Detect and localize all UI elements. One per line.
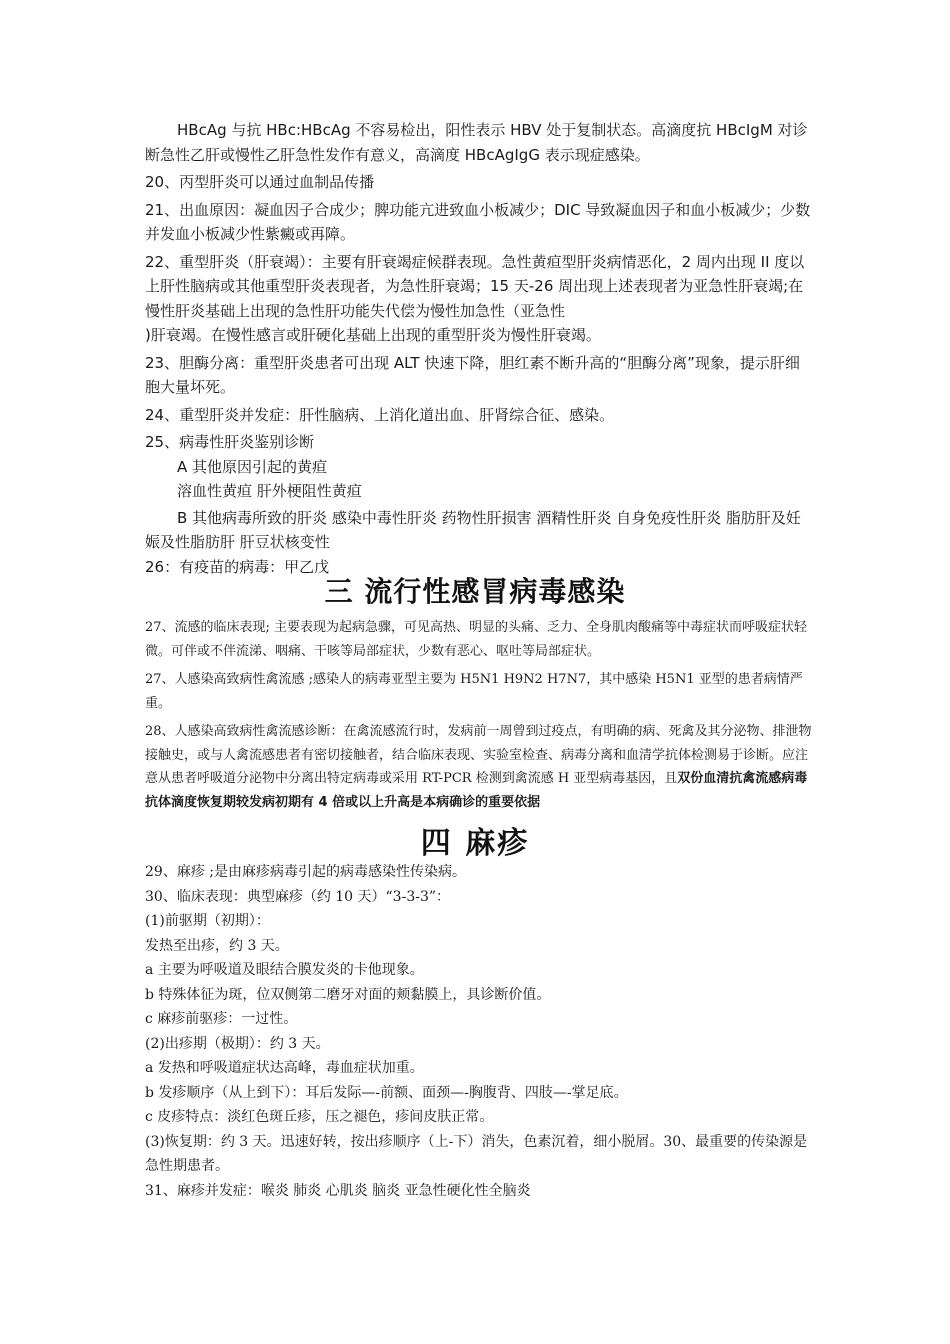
item-28-text: 28、人感染高致病性禽流感诊断：在禽流感流行时，发病前一周曾到过疫点，有明确的病、死禽及其分泌物、排泄物接触史，或与人禽流感患者有密切接触者，结合临床表现、实验室检查、病毒分离和血清学抗体检测易于诊断。应注意从患者呼吸道分泌物中分离出特定病毒或采用 RT-PCR 检测到禽流感 H 亚型病毒基因，且: [145, 724, 812, 786]
item-30: 30、临床表现：典型麻疹（约 10 天）“3-3-3”：: [145, 888, 451, 905]
heading-measles: 四 麻疹: [420, 826, 530, 861]
stage-2-a: a 发热和呼吸道症状达高峰，毒血症状加重。: [145, 1060, 424, 1076]
item-20: 20、丙型肝炎可以通过血制品传播: [145, 173, 375, 191]
item-24: 24、重型肝炎并发症：肝性脑病、上消化道出血、肝肾综合征、感染。: [145, 405, 615, 424]
influenza-section: [145, 616, 813, 819]
item-25-a-list: 溶血性黄疸 肝外梗阻性黄疸: [177, 482, 362, 500]
item-27-avian: 27、人感染高致病性禽流感 ;感染人的病毒亚型主要为 H5N1 H9N2 H7N7，其中感染 H5N1 亚型的患者病情严重。: [145, 672, 803, 711]
item-22: 22、重型肝炎（肝衰竭）：主要有肝衰竭症候群表现。急性黄疸型肝炎病情恶化，2 周内出现 II 度以上肝性脑病或其他重型肝炎表现者，为急性肝衰竭；15 天-26 周出现上述表现者为亚急性肝衰竭;在慢性肝炎基础上出现的急性肝功能失代偿为慢性加急性（亚急性: [145, 252, 805, 320]
item-27-clinical: 27、流感的临床表现; 主要表现为起病急骤，可见高热、明显的头痛、乏力、全身肌肉酸痛等中毒症状而呼吸症状轻微。可伴或不伴流涕、咽痛、干咳等局部症状，少数有恶心、呕吐等局部症状。: [145, 620, 808, 659]
item-22-cont: )肝衰竭。在慢性感言或肝硬化基础上出现的重型肝炎为慢性肝衰竭。: [145, 326, 601, 344]
item-31: 31、麻疹并发症：喉炎 肺炎 心肌炎 脑炎 亚急性硬化性全脑炎: [145, 1182, 531, 1199]
item-28-bold: 双份血清抗禽流感病毒抗体滴度恢复期较发病初期有 4 倍或以上升高是本病确诊的重要依据: [145, 771, 808, 810]
hbcag-paragraph: HBcAg 与抗 HBc:HBcAg 不容易检出，阳性表示 HBV 处于复制状态。高滴度抗 HBcIgM 对诊断急性乙肝或慢性乙肝急性发作有意义，高滴度 HBcAgIgG 表示现症感染。: [145, 121, 808, 164]
heading-influenza: 三 流行性感冒病毒感染: [324, 575, 626, 608]
item-29: 29、麻疹 ;是由麻疹病毒引起的病毒感染性传染病。: [145, 864, 466, 880]
stage-2-b: b 发疹顺序（从上到下）：耳后发际—-前额、面颈—-胸腹背、四肢—-掌足底。: [145, 1084, 628, 1101]
item-21: 21、出血原因：凝血因子合成少；脾功能亢进致血小板减少；DIC 导致凝血因子和血小板减少；少数并发血小板减少性紫癜或再障。: [145, 200, 811, 243]
measles-section: [145, 860, 813, 1203]
stage-3: (3)恢复期：约 3 天。迅速好转，按出疹顺序（上-下）消失，色素沉着，细小脱屑。30、最重要的传染源是急性期患者。: [145, 1133, 808, 1174]
stage-2: (2)出疹期（极期）：约 3 天。: [145, 1035, 330, 1052]
item-26: 26：有疫苗的病毒：甲乙戊: [145, 557, 330, 576]
stage-1-a: a 主要为呼吸道及眼结合膜发炎的卡他现象。: [145, 962, 424, 978]
stage-1-fever: 发热至出疹，约 3 天。: [145, 937, 289, 954]
stage-1-b: b 特殊体征为斑，位双侧第二磨牙对面的颊黏膜上，具诊断价值。: [145, 986, 551, 1003]
item-28: [145, 720, 813, 814]
stage-1-c: c 麻疹前驱疹：一过性。: [145, 1011, 298, 1027]
item-25-a: A 其他原因引起的黄疸: [177, 457, 328, 476]
stage-1: (1)前驱期（初期）：: [145, 913, 270, 929]
item-23: 23、胆酶分离：重型肝炎患者可出现 ALT 快速下降，胆红素不断升高的“胆酶分离”现象，提示肝细胞大量坏死。: [145, 353, 800, 396]
item-25: 25、病毒性肝炎鉴别诊断: [145, 433, 315, 451]
stage-2-c: c 皮疹特点：淡红色斑丘疹，压之褪色，疹间皮肤正常。: [145, 1109, 494, 1125]
item-25-b: B 其他病毒所致的肝炎 感染中毒性肝炎 药物性肝损害 酒精性肝炎 自身免疫性肝炎 脂肪肝及妊娠及性脂肪肝 肝豆状核变性: [145, 508, 801, 551]
hepatitis-section: [145, 118, 813, 582]
